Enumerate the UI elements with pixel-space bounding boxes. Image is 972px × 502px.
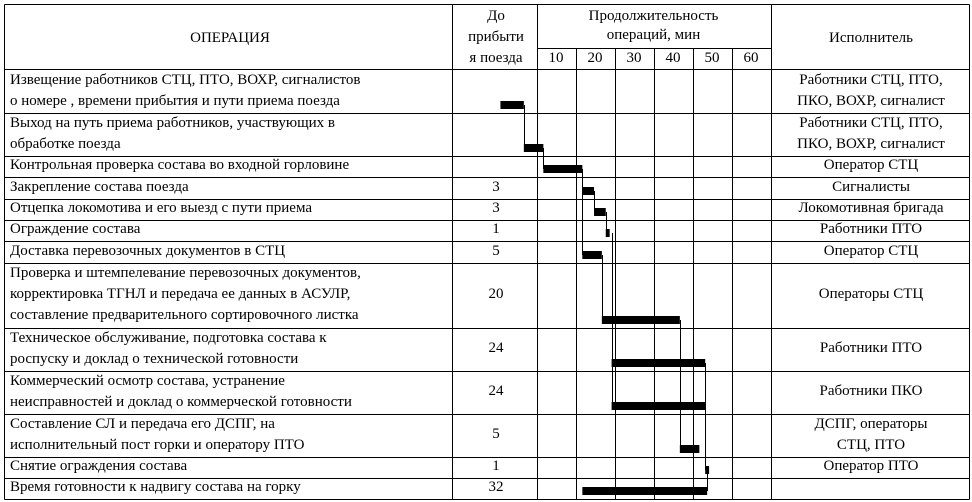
header-duration-1: Продолжительность	[588, 8, 719, 24]
axis-tick-label: 40	[665, 50, 681, 66]
executor-text: ПКО, ВОХР, сигналист	[797, 92, 945, 109]
gantt-bar	[524, 144, 544, 152]
before-arrival-value: 1	[492, 458, 500, 474]
operation-text: обработке поезда	[10, 135, 121, 152]
executor-text: Операторы СТЦ	[818, 286, 924, 302]
operation-text: составление предварительного сортировочного листка	[10, 307, 359, 323]
operation-text: Извещение работников СТЦ, ПТО, ВОХР, сигналистов	[10, 71, 361, 88]
gantt-bar	[612, 402, 706, 410]
executor-text: Оператор СТЦ	[823, 242, 919, 259]
executor-text: ПКО, ВОХР, сигналист	[797, 135, 945, 152]
operation-text: Ограждение состава	[10, 221, 141, 237]
before-arrival-value: 3	[492, 178, 500, 195]
before-arrival-value: 24	[488, 340, 504, 356]
before-arrival-value: 5	[492, 426, 500, 442]
executor-text: ДСПГ, операторы	[814, 415, 928, 432]
header-duration-2: операций, мин	[606, 27, 701, 43]
executor-text: Работники СТЦ, ПТО,	[799, 114, 943, 131]
before-arrival-value: 20	[488, 286, 504, 302]
before-arrival-value: 5	[492, 242, 500, 259]
header-before-arrival-3: я поезда	[469, 50, 523, 66]
executor-text: Сигналисты	[832, 178, 910, 195]
header-executor: Исполнитель	[829, 30, 913, 46]
executor-text: Оператор ПТО	[823, 458, 919, 474]
executor-text: Работники ПКО	[819, 383, 923, 399]
axis-tick-label: 60	[743, 50, 759, 66]
operation-text: неисправностей и доклад о коммерческой готовности	[10, 393, 352, 410]
executor-text: СТЦ, ПТО	[836, 436, 906, 453]
gantt-bar	[594, 208, 606, 216]
header-before-arrival-2: прибыти	[468, 29, 524, 45]
gantt-bar	[500, 101, 523, 109]
axis-tick-label: 30	[626, 50, 642, 66]
operation-text: Проверка и штемпелевание перевозочных документов,	[10, 265, 361, 281]
header-operation: ОПЕРАЦИЯ	[190, 30, 270, 46]
gantt-bar	[606, 229, 610, 237]
axis-tick-label: 50	[704, 50, 720, 66]
operation-text: Закрепление состава поезда	[10, 178, 189, 195]
executor-text: Работники СТЦ, ПТО,	[799, 71, 943, 88]
header-before-arrival-1: До	[487, 8, 505, 24]
gantt-bar	[705, 466, 709, 474]
gantt-bar	[582, 251, 602, 259]
operation-text: Снятие ограждения состава	[10, 458, 188, 474]
operation-text: Коммерческий осмотр состава, устранение	[10, 372, 285, 389]
before-arrival-value: 24	[488, 383, 504, 399]
executor-text: Работники ПТО	[819, 221, 923, 237]
axis-tick-label: 20	[587, 50, 603, 66]
before-arrival-value: 1	[492, 221, 500, 237]
executor-text: Работники ПТО	[819, 340, 923, 356]
executor-text: Локомотивная бригада	[798, 200, 944, 216]
before-arrival-value: 3	[492, 200, 500, 216]
operation-text: Время готовности к надвигу состава на горку	[10, 479, 301, 495]
gantt-bar	[543, 165, 582, 173]
operation-text: Отцепка локомотива и его выезд с пути приема	[10, 200, 312, 216]
operation-text: роспуску и доклад о технической готовности	[10, 350, 299, 367]
operation-text: Контрольная проверка состава во входной горловине	[10, 157, 350, 173]
operation-text: корректировка ТГНЛ и передача ее данных в АСУЛР,	[10, 286, 351, 302]
gantt-bar	[680, 445, 700, 453]
before-arrival-value: 32	[488, 479, 504, 495]
gantt-bar	[582, 487, 707, 495]
operation-text: Техническое обслуживание, подготовка состава к	[10, 329, 327, 346]
operation-text: о номере , времени прибытия и пути приема поезда	[10, 92, 340, 109]
operation-text: исполнительный пост горки и оператору ПТО	[10, 436, 305, 453]
axis-tick-label: 10	[548, 50, 564, 66]
operation-text: Составление СЛ и передача его ДСПГ, на	[10, 415, 275, 432]
gantt-bar	[602, 316, 680, 324]
gantt-bar	[582, 187, 594, 195]
operation-text: Выход на путь приема работников, участвующих в	[10, 114, 335, 131]
operation-text: Доставка перевозочных документов в СТЦ	[10, 242, 286, 259]
gantt-bar	[612, 359, 706, 367]
executor-text: Оператор СТЦ	[823, 157, 919, 173]
